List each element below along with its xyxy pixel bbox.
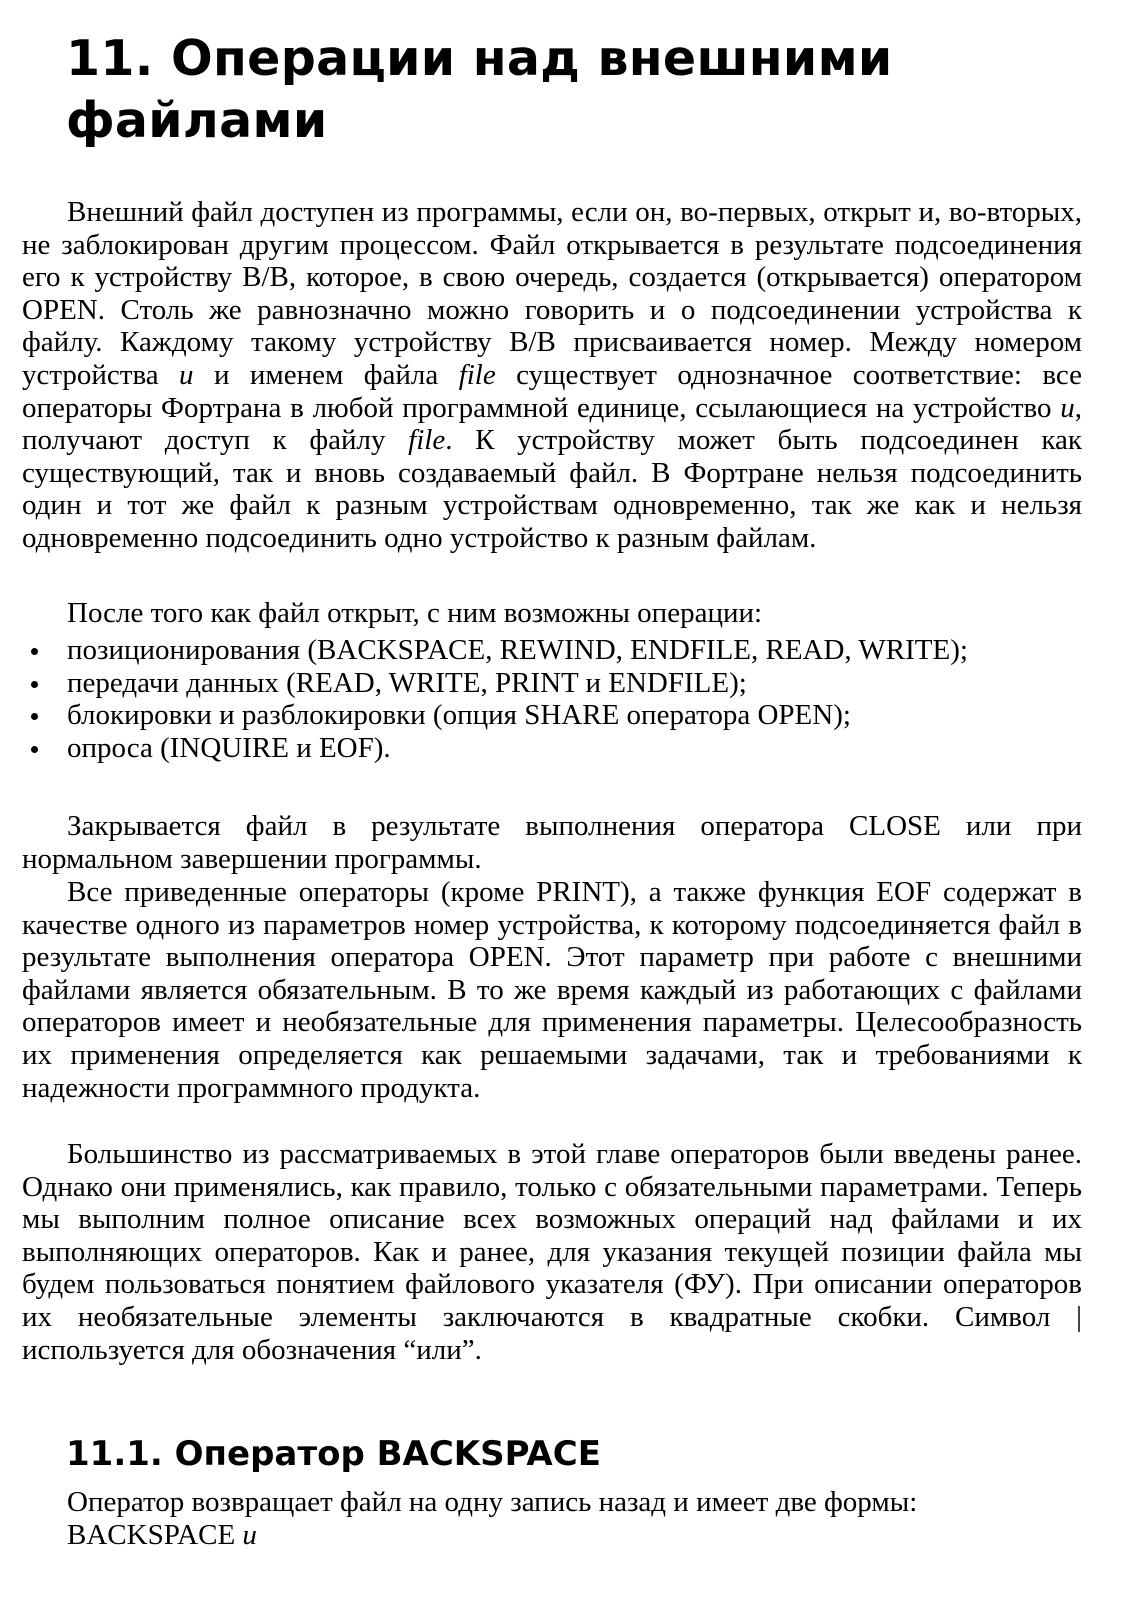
list-item: блокировки и разблокировки (опция SHARE оператора OPEN); xyxy=(22,699,1082,732)
intro-paragraph: Внешний файл доступен из программы, если он, во-первых, открыт и, во-вторых, не заблокирован другим процессом. Файл открывается в результате подсоединения его к устройству В/В, которое, в свою очередь, создается (открывается) оператором OPEN. Столь же равнозначно можно говорить и о подсоединении устройства к файлу. Каждому такому устройству В/В присваивается номер. Между номером устройства u и именем файла file существует однозначное соответствие: все операторы Фортрана в любой программной единице, ссылающиеся на устройство u, получают доступ к файлу file. К устройству может быть подсоединен как существующий, так и вновь создаваемый файл. В Фортране нельзя подсоединить один и тот же файл к разным устройствам одновременно, так же как и нельзя одновременно подсоединить одно устройство к разным файлам. xyxy=(22,196,1082,554)
list-item: позиционирования (BACKSPACE, REWIND, ENDFILE, READ, WRITE); xyxy=(22,634,1082,667)
operations-list xyxy=(22,634,1082,764)
file-symbol: file xyxy=(458,358,496,391)
chapter-overview-paragraph: Большинство из рассматриваемых в этой главе операторов были введены ранее. Однако они применялись, как правило, только с обязательными параметрами. Теперь мы выполним полное описание всех возможных операций над файлами и их выполняющих операторов. Как и ранее, для указания текущей позиции файла мы будем пользоваться понятием файлового указателя (ФУ). При описании операторов их необязательные элементы заключаются в квадратные скобки. Символ | используется для обозначения “или”. xyxy=(22,1138,1082,1366)
statement-keyword: BACKSPACE xyxy=(67,1519,243,1551)
statement-argument: u xyxy=(242,1519,257,1551)
list-item: опроса (INQUIRE и EOF). xyxy=(22,732,1082,765)
section-title: 11.1. Оператор BACKSPACE xyxy=(66,1434,601,1474)
device-symbol: u xyxy=(179,358,194,391)
chapter-title xyxy=(66,28,1066,152)
chapter-title-line2: файлами xyxy=(66,92,328,149)
list-item: передачи данных (READ, WRITE, PRINT и ENDFILE); xyxy=(22,667,1082,700)
chapter-title-line1: 11. Операции над внешними xyxy=(66,30,893,87)
statement-form xyxy=(67,1519,667,1552)
file-symbol: file xyxy=(408,424,446,457)
close-paragraph: Закрывается файл в результате выполнения оператора CLOSE или при нормальном завершении программы. xyxy=(22,810,1082,875)
operations-intro: После того как файл открыт, с ним возможны операции: xyxy=(67,597,763,629)
parameters-paragraph: Все приведенные операторы (кроме PRINT), а также функция EOF содержат в качестве одного из параметров номер устройства, к которому подсоединяется файл в результате выполнения оператора OPEN. Этот параметр при работе с внешними файлами является обязательным. В то же время каждый из работающих с файлами операторов имеет и необязательные для применения параметры. Целесообразность их применения определяется как решаемыми задачами, так и требованиями к надежности программного продукта. xyxy=(22,876,1082,1104)
section-paragraph: Оператор возвращает файл на одну запись назад и имеет две формы: xyxy=(67,1486,918,1518)
device-symbol: u xyxy=(1060,391,1075,424)
